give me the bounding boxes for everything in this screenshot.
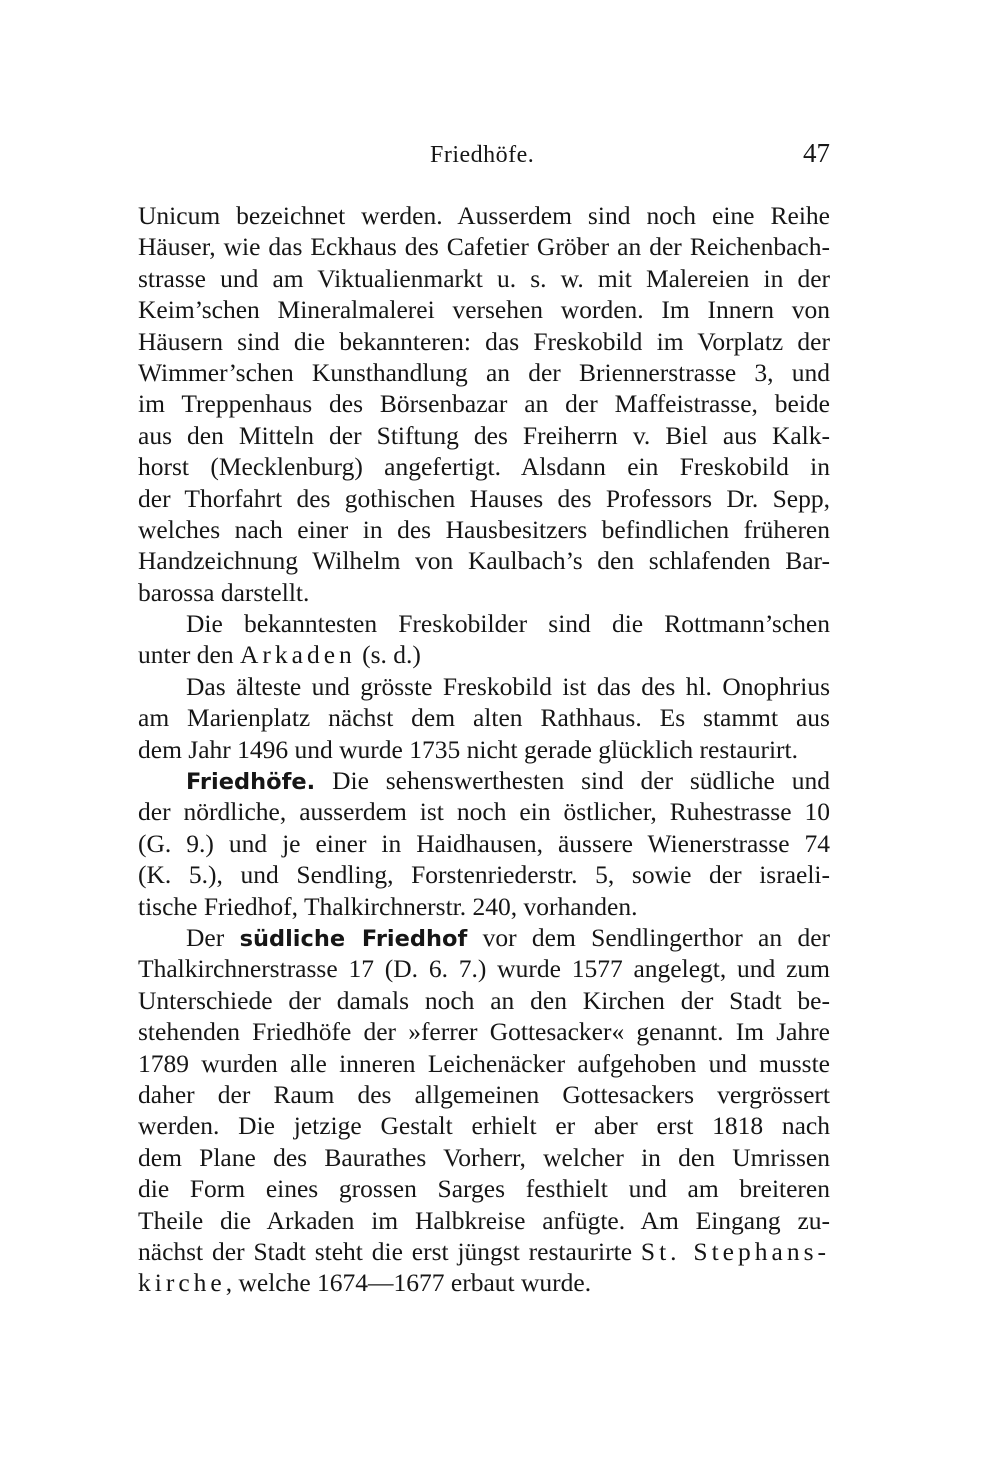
text-line: tische Friedhof, Thalkirchnerstr. 240, vorhanden. (138, 891, 638, 921)
text-line: welches nach einer in des Hausbesitzers befindlichen früheren (138, 514, 830, 544)
text-line: Unicum bezeichnet werden. Ausserdem sind noch eine Reihe (138, 201, 830, 230)
text-line: Handzeichnung Wilhelm von Kaulbach’s den schlafenden Bar- (138, 546, 830, 576)
running-head (140, 138, 830, 178)
text-line: 1789 wurden alle inneren Leichenäcker aufgehoben und musste (138, 1048, 830, 1078)
text-run: unter den (138, 640, 240, 670)
text-run: Die sehenswerthesten sind der südliche und (315, 766, 830, 796)
text-line: werden. Die jetzige Gestalt erhielt er aber erst 1818 nach (138, 1111, 830, 1141)
text-line: Das älteste und grösste Freskobild ist das des hl. Onophrius (186, 671, 830, 701)
text-line (138, 1267, 830, 1298)
section-heading: Friedhöfe. (186, 769, 316, 796)
running-title: Friedhöfe. (430, 142, 535, 168)
paragraph-3 (138, 671, 830, 765)
text-line (138, 765, 830, 796)
page-number: 47 (803, 138, 830, 168)
text-line: strasse und am Viktualienmarkt u. s. w. mit Malereien in der (138, 263, 830, 293)
text-line (138, 1236, 830, 1267)
text-line: die Form eines grossen Sarges festhielt und am breiteren (138, 1174, 830, 1204)
text-line: Wimmer’schen Kunsthandlung an der Briennerstrasse 3, und (138, 357, 830, 387)
text-line: Unterschiede der damals noch an den Kirchen der Stadt be- (138, 985, 830, 1015)
text-line: dem Jahr 1496 und wurde 1735 nicht gerade glücklich restaurirt. (138, 734, 798, 764)
text-line: Theile die Arkaden im Halbkreise anfügte. Am Eingang zu- (138, 1205, 830, 1235)
paragraph-friedhoefe (138, 765, 830, 922)
text-line: Häusern sind die bekannteren: das Freskobild im Vorplatz der (138, 326, 830, 356)
text-line: Die bekanntesten Freskobilder sind die Rottmann’schen (186, 609, 830, 639)
body-text (138, 200, 830, 1299)
bold-term: südliche Friedhof (239, 925, 468, 952)
spaced-term-kirche: kirche (138, 1268, 226, 1298)
text-line: (G. 9.) und je einer in Haidhausen, äussere Wienerstrasse 74 (138, 828, 830, 858)
text-line: stehenden Friedhöfe der »ferrer Gottesacker« genannt. Im Jahre (138, 1017, 830, 1047)
text-line: der nördliche, ausserdem ist noch ein östlicher, Ruhestrasse 10 (138, 797, 830, 827)
paragraph-suedlicher-friedhof (138, 922, 830, 1299)
text-line: der Thorfahrt des gothischen Hauses des Professors Dr. Sepp, (138, 483, 830, 513)
spaced-term-st-stephans: St. Stephans- (640, 1236, 830, 1266)
text-run: , welche 1674—1677 erbaut wurde. (225, 1268, 592, 1298)
text-line: dem Plane des Baurathes Vorherr, welcher in den Umrissen (138, 1142, 830, 1172)
text-line: Keim’schen Mineralmalerei versehen worden. Im Innern von (138, 295, 830, 325)
text-line (138, 639, 830, 670)
text-line: aus den Mitteln der Stiftung des Freiherrn v. Biel aus Kalk- (138, 420, 830, 450)
text-line: barossa darstellt. (138, 577, 310, 607)
text-line: daher der Raum des allgemeinen Gottesackers vergrössert (138, 1079, 830, 1109)
text-line: am Marienplatz nächst dem alten Rathhaus. Es stammt aus (138, 703, 830, 733)
text-line: horst (Mecklenburg) angefertigt. Alsdann ein Freskobild in (138, 452, 830, 482)
spaced-term-arkaden: Arkaden (239, 640, 356, 670)
paragraph-1 (138, 200, 830, 608)
text-line: im Treppenhaus des Börsenbazar an der Maffeistrasse, beide (138, 389, 830, 419)
text-line: (K. 5.), und Sendling, Forstenriederstr. 5, sowie der israeli- (138, 860, 830, 890)
text-line: Thalkirchnerstrasse 17 (D. 6. 7.) wurde 1577 angelegt, und zum (138, 954, 830, 984)
text-line (138, 922, 830, 953)
text-run: Der (186, 922, 240, 952)
text-run: nächst der Stadt steht die erst jüngst restaurirte (138, 1236, 641, 1266)
paragraph-2 (138, 608, 830, 671)
text-line: Häuser, wie das Eckhaus des Cafetier Gröber an der Reichenbach- (138, 232, 830, 262)
text-run: vor dem Sendlingerthor an der (467, 922, 830, 952)
text-run: (s. d.) (355, 640, 421, 670)
